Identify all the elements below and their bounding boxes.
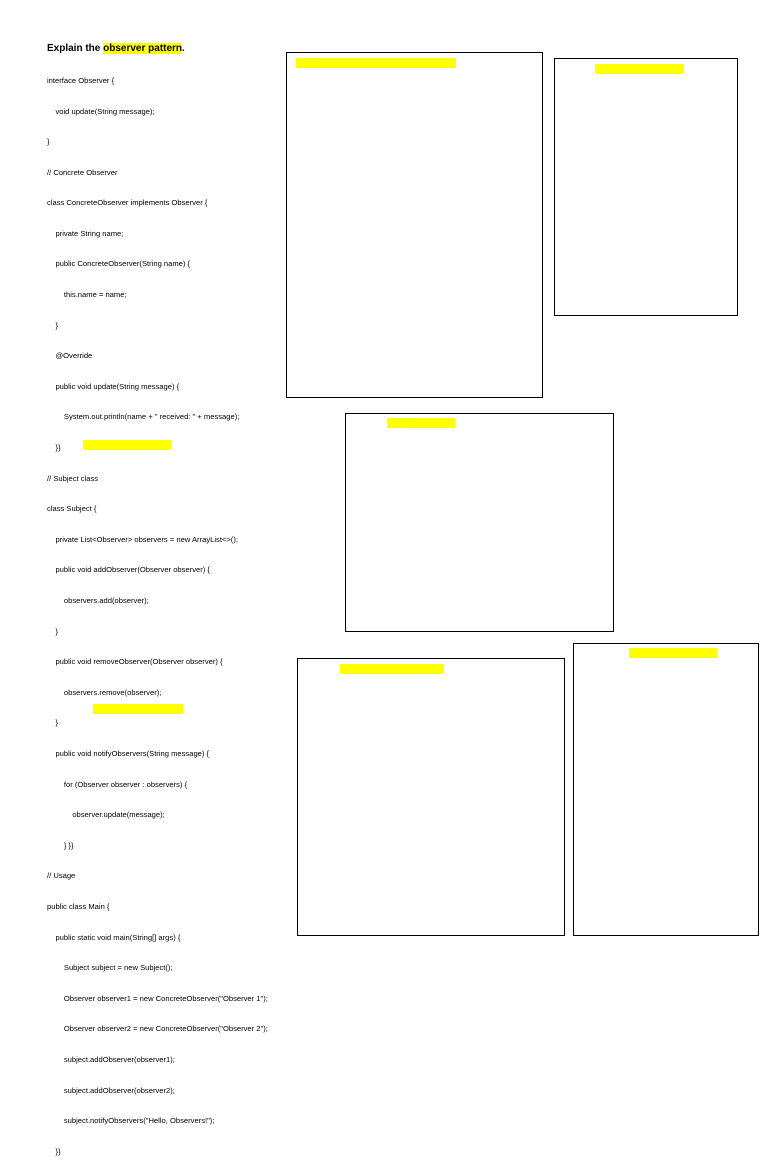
code-line: // Usage [47, 871, 268, 881]
code-line: public ConcreteObserver(String name) { [47, 259, 268, 269]
code-line: subject.notifyObservers("Hello, Observers!"); [47, 1116, 268, 1126]
code-line: public void notifyObservers(String message) { [47, 749, 268, 759]
code-line: Observer observer1 = new ConcreteObserver("Observer 1"); [47, 994, 268, 1004]
code-line: System.out.println(name + " received: " + message); [47, 412, 268, 422]
answer-box [554, 58, 738, 316]
redacted-heading [595, 64, 684, 74]
code-line: }} [47, 1147, 268, 1157]
answer-box [573, 643, 759, 936]
code-line: private String name; [47, 229, 268, 239]
code-line: // Concrete Observer [47, 168, 268, 178]
code-line: public static void main(String[] args) { [47, 933, 268, 943]
redacted-heading [629, 648, 717, 658]
title-suffix: . [182, 43, 185, 54]
answer-box [345, 413, 614, 632]
code-line: interface Observer { [47, 76, 268, 86]
code-line: class ConcreteObserver implements Observer { [47, 198, 268, 208]
code-line: }} [47, 443, 268, 453]
code-line: for (Observer observer : observers) { [47, 780, 268, 790]
code-line: public void removeObserver(Observer observer) { [47, 657, 268, 667]
code-line: void update(String message); [47, 107, 268, 117]
code-line: public void addObserver(Observer observer) { [47, 565, 268, 575]
redacted-highlight [83, 440, 171, 450]
redacted-heading [387, 418, 455, 428]
code-line: } [47, 627, 268, 637]
redacted-heading [340, 664, 444, 674]
title-prefix: Explain the [47, 43, 103, 54]
code-line: observers.remove(observer); [47, 688, 268, 698]
redacted-highlight [93, 704, 183, 714]
title-highlight: observer pattern [103, 43, 182, 54]
code-line: subject.addObserver(observer2); [47, 1086, 268, 1096]
code-line: observers.add(observer); [47, 596, 268, 606]
code-line: @Override [47, 351, 268, 361]
code-line: Observer observer2 = new ConcreteObserver("Observer 2"); [47, 1024, 268, 1034]
code-line: private List<Observer> observers = new ArrayList<>(); [47, 535, 268, 545]
code-line: subject.addObserver(observer1); [47, 1055, 268, 1065]
code-line: } [47, 321, 268, 331]
answer-box [286, 52, 543, 398]
redacted-heading [296, 58, 456, 68]
code-line: // Subject class [47, 474, 268, 484]
code-line: } }} [47, 841, 268, 851]
code-line: } [47, 718, 268, 728]
code-line: class Subject { [47, 504, 268, 514]
answer-box [297, 658, 565, 936]
code-block [47, 56, 268, 1167]
code-line: observer.update(message); [47, 810, 268, 820]
page-title [47, 43, 185, 55]
code-line: Subject subject = new Subject(); [47, 963, 268, 973]
code-line: this.name = name; [47, 290, 268, 300]
code-line: public void update(String message) { [47, 382, 268, 392]
code-line: public class Main { [47, 902, 268, 912]
code-line: } [47, 137, 268, 147]
